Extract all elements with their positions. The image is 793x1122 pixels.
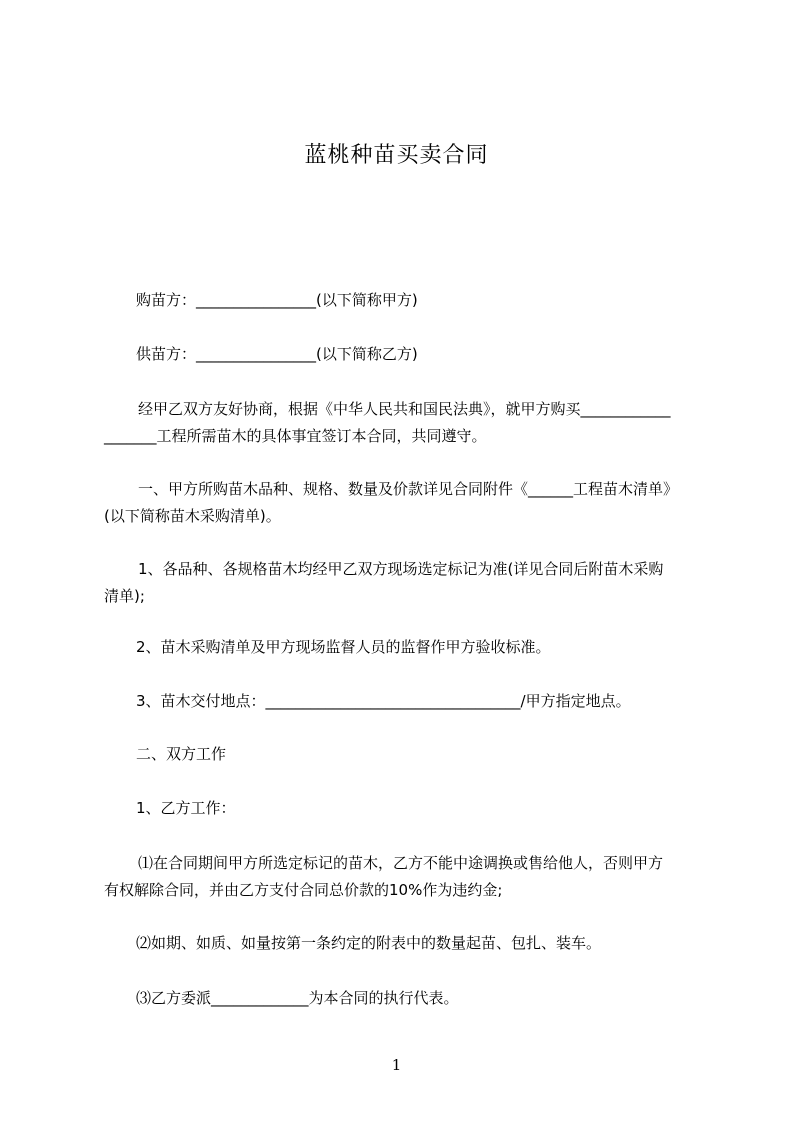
item-2-line: 2、苗木采购清单及甲方现场监督人员的监督作甲方验收标准。: [136, 638, 551, 656]
item-1-line-1: 1、各品种、各规格苗木均经甲乙双方现场选定标记为准(详见合同后附苗木采购: [138, 560, 664, 578]
clause-1-line-2: 有权解除合同，并由乙方支付合同总价款的10%作为违约金;: [104, 881, 503, 899]
section-1-line-1: 一、甲方所购苗木品种、规格、数量及价款详见合同附件《______工程苗木清单》: [138, 480, 679, 498]
clause-3-line: ⑶乙方委派_____________为本合同的执行代表。: [136, 989, 459, 1007]
section-1-line-2: (以下简称苗木采购清单)。: [104, 507, 281, 525]
subsection-1-heading: 1、乙方工作：: [136, 799, 236, 817]
clause-2-line: ⑵如期、如质、如量按第一条约定的附表中的数量起苗、包扎、装车。: [136, 934, 602, 952]
page-number: 1: [391, 1056, 402, 1074]
buyer-line: 购苗方：________________(以下简称甲方): [136, 291, 418, 309]
clause-1-paragraph: [104, 850, 724, 904]
item-1-paragraph: [104, 556, 724, 610]
intro-line-2: _______工程所需苗木的具体事宜签订本合同，共同遵守。: [104, 427, 487, 445]
item-1-line-2: 清单);: [104, 587, 145, 605]
clause-1-line-1: ⑴在合同期间甲方所选定标记的苗木，乙方不能中途调换或售给他人，否则甲方: [138, 854, 664, 872]
page-title: 蓝桃种苗买卖合同: [304, 143, 489, 168]
item-3-line: 3、苗木交付地点：__________________________________/甲方指定地点。: [136, 692, 631, 710]
section-1-paragraph: [104, 476, 724, 530]
intro-line-1: 经甲乙双方友好协商，根据《中华人民共和国民法典》，就甲方购买____________: [138, 400, 671, 418]
seller-line: 供苗方：________________(以下简称乙方): [136, 345, 418, 363]
intro-paragraph: [104, 396, 724, 450]
section-2-heading: 二、双方工作: [136, 745, 227, 763]
